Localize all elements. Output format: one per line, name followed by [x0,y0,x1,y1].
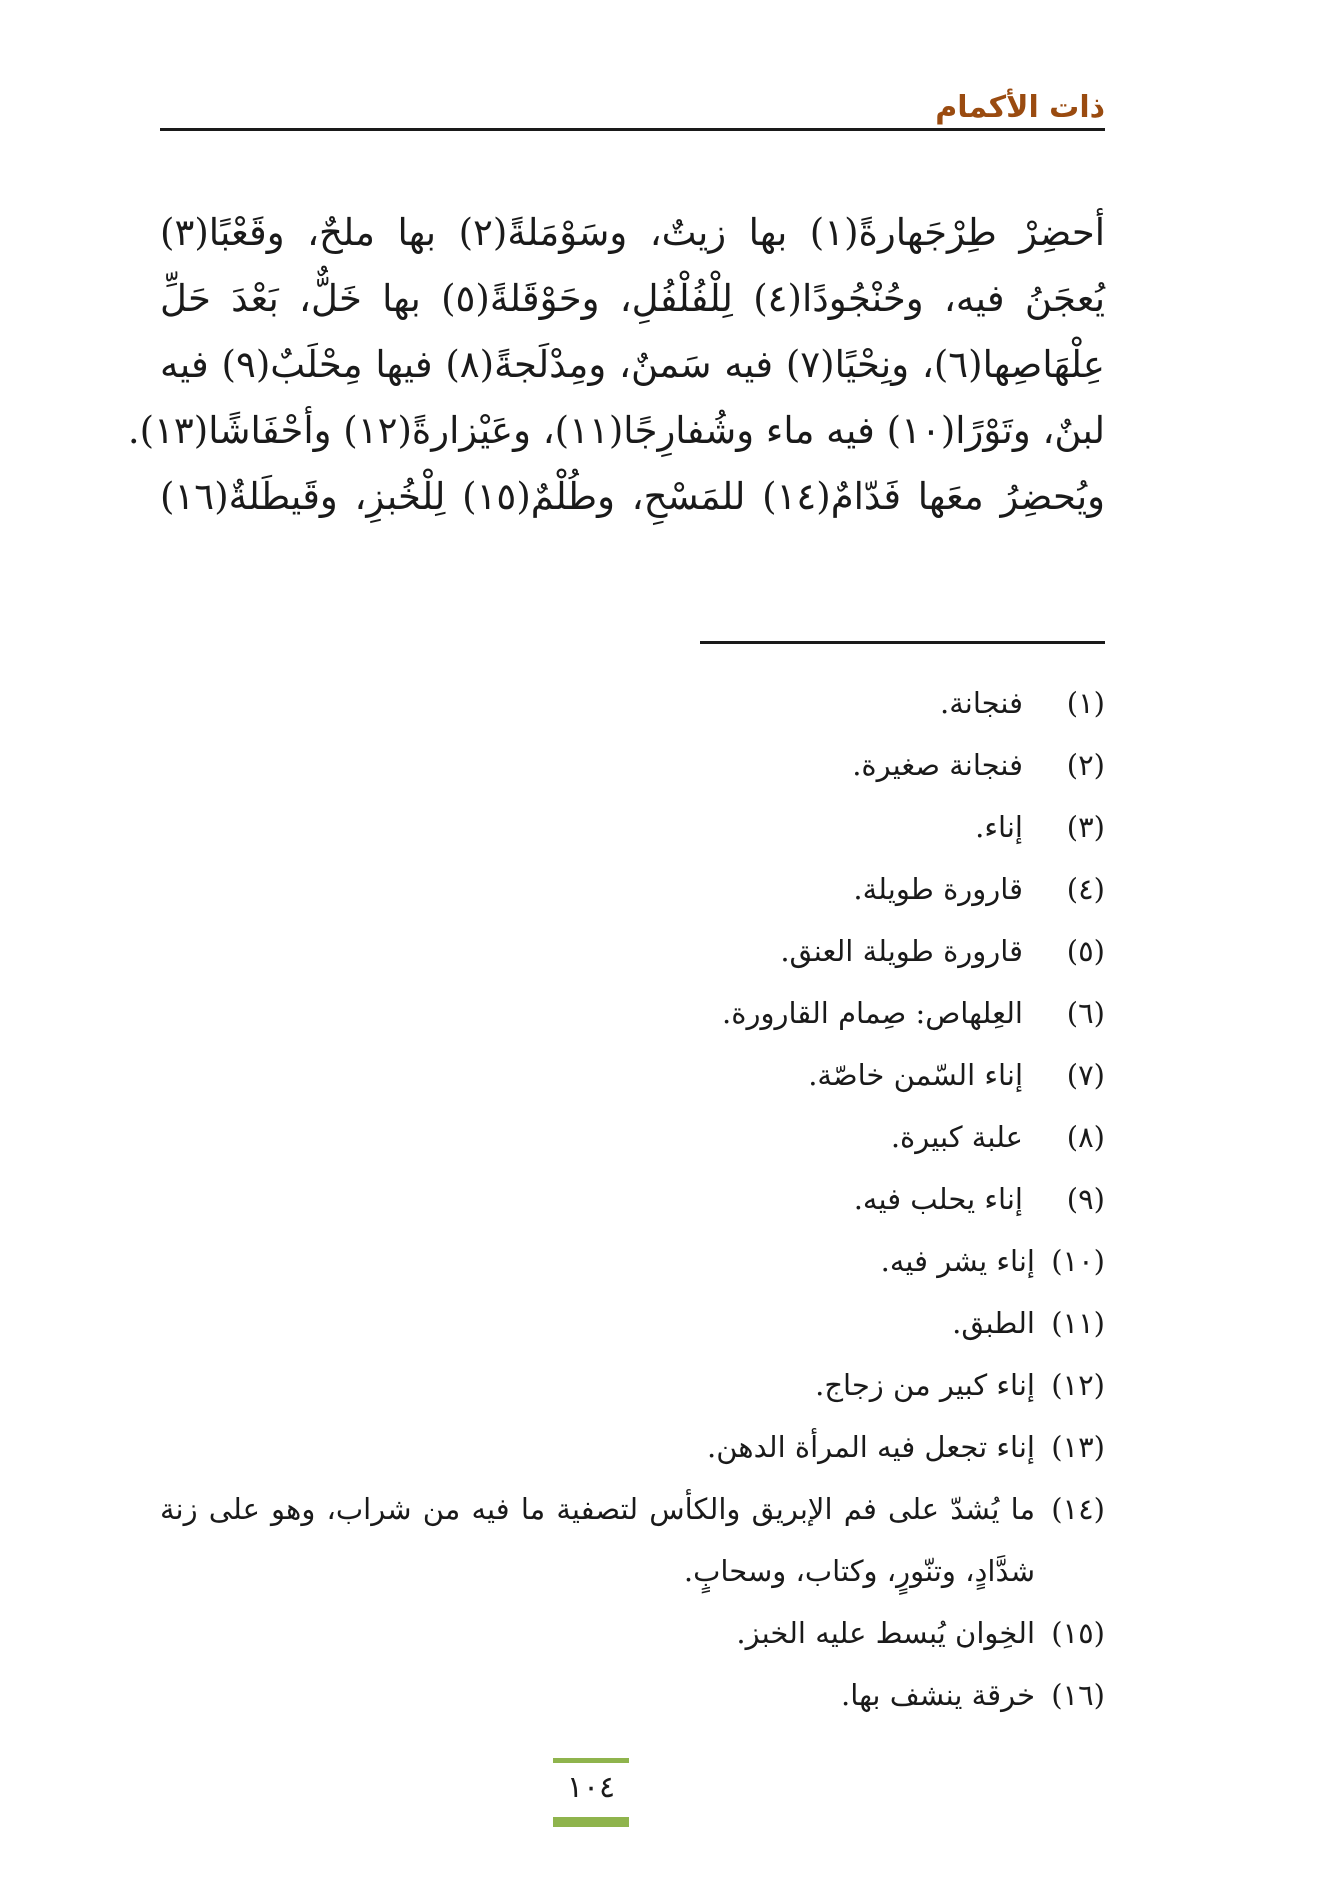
main-text-line: عِلْهَاصِها(٦)، ونِحْيًا(٧) فيه سَمنٌ، ومِدْلَجةً(٨) فيها مِحْلَبٌ(٩) فيه [160,343,1106,386]
footnote-number: (١١) [1051,1306,1105,1340]
footnote-number: (٢) [1066,748,1105,782]
footnote-number: (١٤) [1051,1492,1105,1526]
main-text [127,200,1106,530]
footnote [160,1416,1105,1478]
footnote-text: فنجانة. [939,686,1023,720]
footnote [160,1044,1105,1106]
footnote-text: ما يُشدّ على فم الإبريق والكأس لتصفية ما فيه من شراب، وهو على زنة شدَّادٍ، وتنّورٍ، وكتاب، وسحابٍ. [160,1492,1035,1588]
footnote-number: (٩) [1066,1182,1105,1216]
footnote-text: الطبق. [952,1306,1035,1340]
footnote [160,1230,1105,1292]
footnote-number: (١٦) [1051,1678,1105,1712]
footnote-text: إناء السّمن خاصّة. [808,1058,1023,1092]
footnote-number: (١٥) [1051,1616,1105,1650]
footnote [160,982,1105,1044]
footnote [160,796,1105,858]
footnote [160,1664,1105,1726]
footnote-text: قارورة طويلة العنق. [780,934,1023,968]
page-number: ١٠٤ [566,1770,616,1805]
footnote-separator [700,641,1105,644]
header-rule [160,128,1105,131]
footnote-number: (١٢) [1051,1368,1105,1402]
footnote-number: (٦) [1066,996,1105,1030]
footnote-number: (٤) [1066,872,1105,906]
footnote-text: إناء يشر فيه. [880,1244,1035,1278]
footnote-text: خرقة ينشف بها. [841,1678,1035,1712]
footnote-number: (١) [1066,686,1105,720]
footnote [160,1106,1105,1168]
footnote-text: إناء تجعل فيه المرأة الدهن. [707,1430,1035,1464]
footnote-text: إناء. [975,810,1023,844]
page-header [160,88,1105,132]
footnote [160,1602,1105,1664]
footnote [160,858,1105,920]
main-text-line: ويُحضِرُ معَها فَدّامٌ(١٤) للمَسْحِ، وطُلْمٌ(١٥) لِلْخُبزِ، وقَيطَلةٌ(١٦) [160,475,1105,518]
footnote [160,920,1105,982]
footnote-text: إناء يحلب فيه. [853,1182,1023,1216]
footnotes-list [160,672,1105,1726]
footnote [160,1478,1105,1602]
footnote-text: قارورة طويلة. [853,872,1023,906]
footnote-text: الخِوان يُبسط عليه الخبز. [736,1616,1035,1650]
main-text-line: لبنٌ، وتَوْرًا(١٠) فيه ماء وشُفارِجًا(١١)، وعَيْزارةً(١٢) وأحْفَاشًا(١٣). [127,409,1105,452]
footnote-text: علبة كبيرة. [890,1120,1023,1154]
main-text-line: يُعجَنُ فيه، وحُنْجُودًا(٤) لِلْفُلْفُلِ، وحَوْقَلةً(٥) بها خَلٌّ، بَعْدَ حَلِّ [160,277,1106,320]
footnote-text: إناء كبير من زجاج. [815,1368,1035,1402]
footnote-text: العِلهاص: صِمام القارورة. [722,996,1023,1030]
main-text-line: أحضِرْ طِرْجَهارةً(١) بها زيتٌ، وسَوْمَلةً(٢) بها ملحٌ، وقَعْبًا(٣) [160,211,1105,254]
footnote [160,1168,1105,1230]
footnote-number: (٨) [1066,1120,1105,1154]
page-number-bottom-bar [553,1817,629,1827]
footnote-number: (٧) [1066,1058,1105,1092]
footnote [160,734,1105,796]
footnote [160,672,1105,734]
footnote-text: فنجانة صغيرة. [852,748,1023,782]
footnote-number: (٥) [1066,934,1105,968]
page-number-box [553,1758,629,1828]
page-number-top-bar [553,1758,629,1763]
footnote-number: (٣) [1066,810,1105,844]
footnote [160,1354,1105,1416]
footnote [160,1292,1105,1354]
footnote-number: (١٠) [1051,1244,1105,1278]
footnote-number: (١٣) [1051,1430,1105,1464]
book-title: ذات الأكمام [935,90,1105,125]
